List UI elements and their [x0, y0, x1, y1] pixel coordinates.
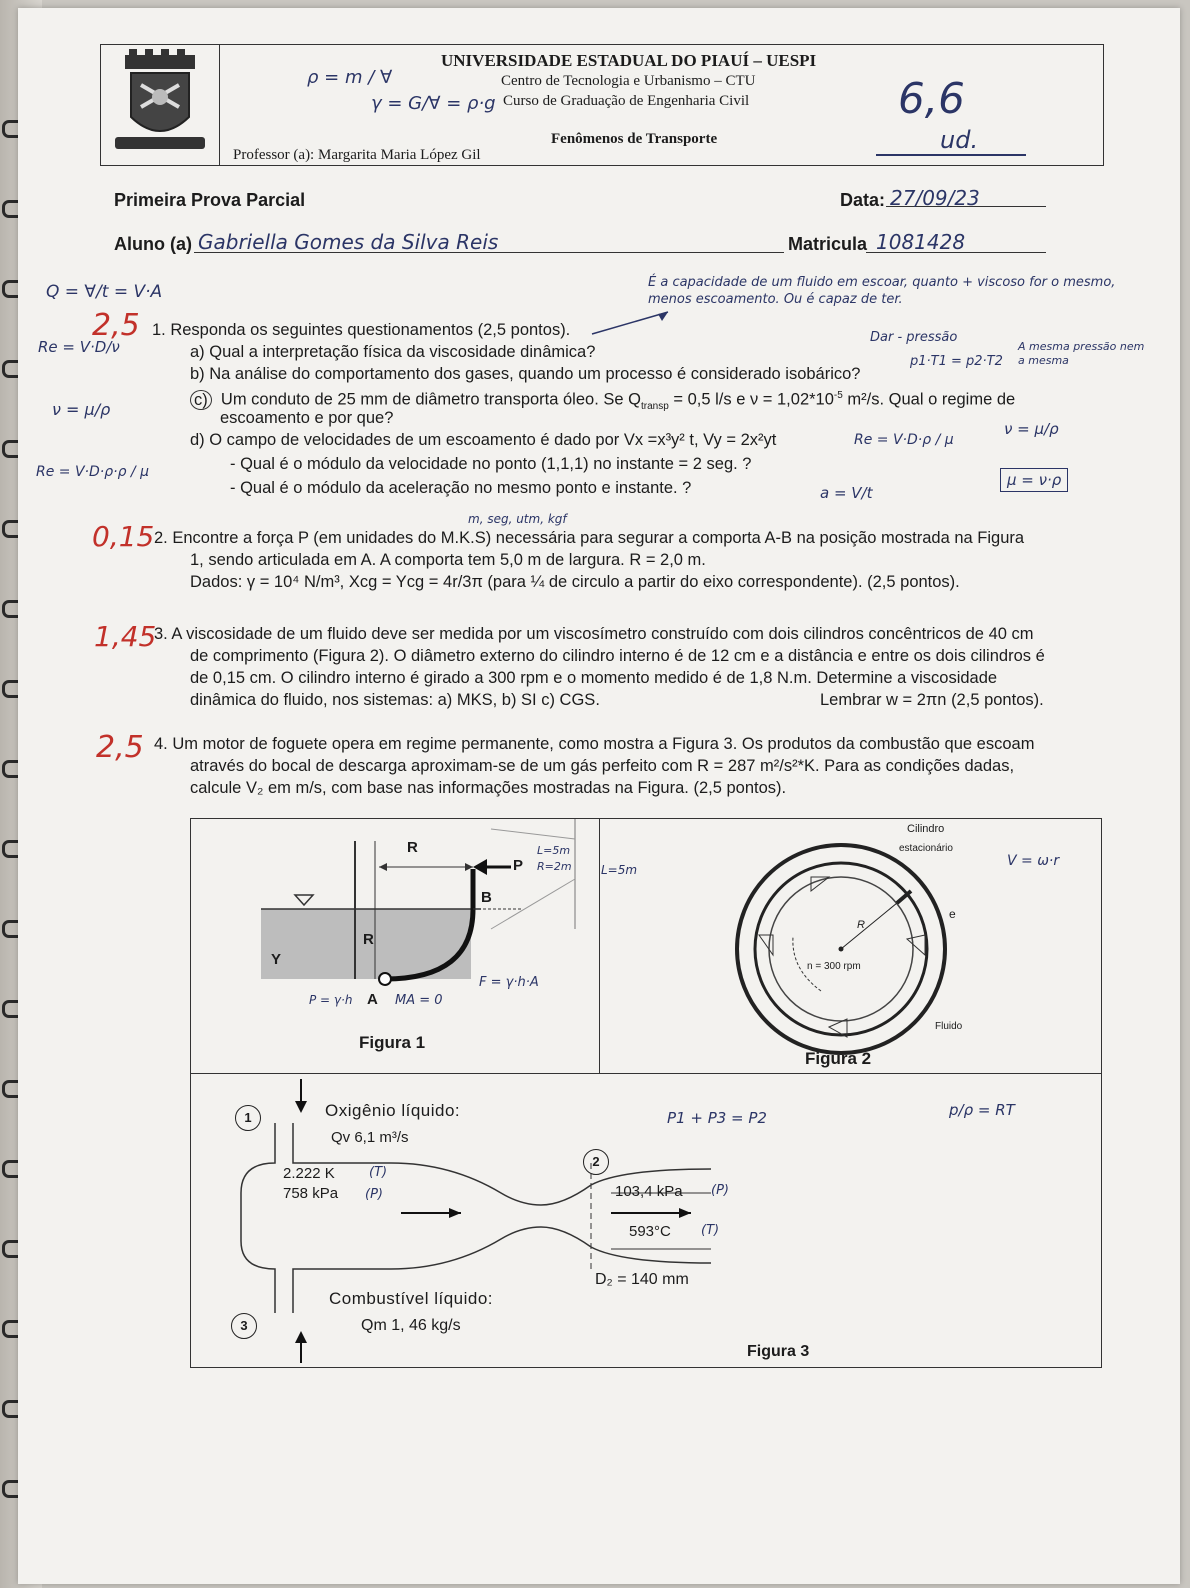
fig3-point-1: 1 — [235, 1105, 261, 1131]
professor-name: Professor (a): Margarita Maria López Gil — [233, 147, 481, 163]
fig3-temperature-1: 2.222 K — [283, 1165, 335, 1182]
q3-reminder: Lembrar w = 2πn (2,5 pontos). — [820, 691, 1044, 709]
note-nu: ν = μ/ρ — [1004, 420, 1059, 438]
answer-q1b-2: p1·T1 = p2·T2 — [910, 354, 1003, 369]
course-name: Curso de Graduação de Engenharia Civil — [503, 93, 750, 109]
fig3-point-2: 2 — [583, 1149, 609, 1175]
fig2-label-rpm: n = 300 rpm — [807, 961, 861, 972]
q3-line-4: dinâmica do fluido, nos sistemas: a) MKS, b) SI c) CGS. — [190, 691, 600, 709]
q2-line-2: 1, sendo articulada em A. A comporta tem 5,0 m de largura. R = 2,0 m. — [190, 551, 706, 569]
fig3-ann-t2: (T) — [701, 1223, 720, 1238]
fig1-label-y: Y — [271, 951, 282, 968]
university-seal-icon — [101, 45, 219, 165]
q1b: b) Na análise do comportamento dos gases, quando um processo é considerado isobárico? — [190, 365, 861, 383]
fig3-oxygen-flow: Qv 6,1 m³/s — [331, 1129, 409, 1146]
fig3-diameter: D₂ = 140 mm — [595, 1271, 689, 1288]
note-acceleration: a = V/t — [820, 484, 873, 502]
q1c-exp: -5 — [833, 390, 843, 401]
q1d-acceleration: - Qual é o módulo da aceleração no mesmo ponto e instante. ? — [230, 479, 692, 497]
q1d-velocity: - Qual é o módulo da velocidade no ponto (1,1,1) no instante = 2 seg. ? — [230, 455, 752, 473]
q1c-sub: transp — [640, 400, 669, 412]
q1-title: 1. Responda os seguintes questionamentos (2,5 pontos). — [152, 321, 571, 339]
q1c-marker: c) — [190, 390, 212, 410]
fig1-note-length: L=5m — [601, 863, 638, 877]
fig3-ann-p2: (P) — [711, 1183, 729, 1198]
fig1-note-moment: MA = 0 — [395, 993, 443, 1008]
fig1-note-pressure: P = γ·h — [309, 993, 353, 1007]
q3-line-1: 3. A viscosidade de um fluido deve ser medida por um viscosímetro construído com dois cilindros concêntricos de 40 cm — [154, 625, 1034, 643]
fig1-label-p: P — [513, 857, 524, 874]
margin-note-reynolds-2: Re = V·D·ρ·ρ / μ — [36, 464, 149, 480]
note-specific-weight: γ = G/∀ = ρ·g — [371, 93, 496, 114]
note-mu: μ = ν·ρ — [1000, 468, 1068, 492]
fig2-label-fluid: Fluido — [935, 1021, 963, 1032]
matricula-value: 1081428 — [876, 230, 966, 254]
fig3-ann-p1: (P) — [365, 1187, 383, 1202]
university-name: UNIVERSIDADE ESTADUAL DO PIAUÍ – UESPI — [441, 51, 817, 70]
fig2-note-velocity: V = ω·r — [1007, 853, 1060, 869]
fig2-label-e: e — [949, 907, 956, 921]
q1c-text-2: = 0,5 l/s e ν = 1,02*10 — [668, 390, 834, 409]
exam-title: Primeira Prova Parcial — [114, 190, 306, 210]
grade-value: 6,6 — [898, 74, 965, 123]
fig1-note-force: F = γ·h·A — [479, 975, 539, 990]
q1c-text-1: Um conduto de 25 mm de diâmetro transporta óleo. Se Q — [220, 390, 641, 409]
fig3-temperature-2: 593°C — [629, 1223, 671, 1240]
answer-q1a: É a capacidade de um fluido em escoar, quanto + viscoso for o mesmo, menos escoamento. Ou é capaz de ter. — [648, 275, 1116, 307]
fig3-pressure-2: 103,4 kPa — [615, 1183, 683, 1200]
exam-sheet — [18, 8, 1180, 1584]
fig3-fuel-flow: Qm 1, 46 kg/s — [361, 1317, 461, 1334]
note-density: ρ = m / ∀ — [307, 67, 393, 88]
q1a: a) Qual a interpretação física da viscosidade dinâmica? — [190, 343, 596, 361]
date-value: 27/09/23 — [890, 186, 980, 210]
center-name: Centro de Tecnologia e Urbanismo – CTU — [501, 73, 756, 89]
q1c-text-3: m²/s. Qual o regime de — [842, 390, 1016, 409]
fig3-note-gas-law: p/ρ = RT — [949, 1101, 1015, 1119]
fig1-label-r-mid: R — [363, 931, 374, 948]
q2-line-1: 2. Encontre a força P (em unidades do M.K.S) necessária para segurar a comporta A-B na posição mostrada na Figura — [154, 529, 1025, 547]
date-label: Data: — [840, 190, 886, 210]
fig3-point-3: 3 — [231, 1313, 257, 1339]
q2-line-3: Dados: γ = 10⁴ N/m³, Xcg = Ycg = 4r/3π (para ¼ de circulo a partir do eixo correspondente). (2,5 pontos). — [190, 573, 960, 591]
grade-unit: ud. — [940, 126, 979, 154]
fig2-label-stationary: estacionário — [899, 843, 953, 854]
fig3-ann-t1: (T) — [369, 1165, 388, 1180]
logo-cell — [101, 45, 220, 165]
q4-line-3: calcule V₂ em m/s, com base nas informações mostradas na Figura. (2,5 pontos). — [190, 779, 787, 797]
score-q3: 1,45 — [94, 620, 157, 653]
figure3-caption: Figura 3 — [747, 1343, 810, 1360]
student-label: Aluno (a) — [114, 234, 192, 254]
subject-name: Fenômenos de Transporte — [551, 131, 718, 147]
fig2-label-r: R — [857, 919, 865, 931]
answer-q1b-3: A mesma pressão nem a mesma — [1018, 340, 1145, 367]
fig1-note-dims: L=5m R=2m — [537, 844, 572, 873]
margin-note-flow: Q = ∀/t = V·A — [46, 282, 163, 302]
fig1-label-r-top: R — [407, 839, 418, 856]
note-units: m, seg, utm, kgf — [468, 512, 567, 526]
figures-box — [190, 818, 1102, 1368]
fig3-fuel-label: Combustível líquido: — [329, 1289, 494, 1308]
margin-note-nu: ν = μ/ρ — [52, 400, 111, 419]
q3-line-3: de 0,15 cm. O cilindro interno é girado a 300 rpm e o momento medido é de 1,8 N.m. Determine a viscosidade — [190, 669, 998, 687]
note-reynolds: Re = V·D·ρ / μ — [854, 432, 954, 448]
fig3-pressure-1: 758 kPa — [283, 1185, 339, 1202]
margin-note-reynolds: Re = V·D/ν — [38, 338, 120, 356]
fig1-label-b: B — [481, 889, 492, 906]
score-q2: 0,15 — [92, 520, 155, 553]
score-q4: 2,5 — [96, 730, 144, 765]
figure-divider-vertical — [599, 819, 600, 1073]
q4-line-1: 4. Um motor de foguete opera em regime permanente, como mostra a Figura 3. Os produtos da combustão que escoam — [154, 735, 1035, 753]
fig3-note-pressure-sum: P1 + P3 = P2 — [667, 1109, 767, 1127]
q4-line-2: através do bocal de descarga aproximam-se de um gás perfeito com R = 287 m²/s²*K. Para as condições dadas, — [190, 757, 1015, 775]
fig3-oxygen-label: Oxigênio líquido: — [325, 1101, 461, 1120]
q1d: d) O campo de velocidades de um escoamento é dado por Vx =x³y² t, Vy = 2x²yt — [190, 431, 777, 449]
q1c-line-2: escoamento e por que? — [220, 409, 394, 427]
q3-line-2: de comprimento (Figura 2). O diâmetro externo do cilindro interno é de 12 cm e a distância e entre os dois cilindros é — [190, 647, 1045, 665]
figure2-viscometer-diagram — [711, 839, 971, 1059]
figure2-caption: Figura 2 — [805, 1049, 872, 1068]
fig2-label-cylinder: Cilindro — [907, 823, 945, 835]
answer-arrow-icon — [588, 308, 678, 338]
score-q1: 2,5 — [92, 308, 140, 343]
figure1-caption: Figura 1 — [359, 1033, 426, 1052]
answer-q1b: Dar - pressão — [870, 330, 958, 345]
fig1-label-a: A — [367, 991, 378, 1008]
grade-underline — [876, 154, 1026, 156]
student-name: Gabriella Gomes da Silva Reis — [198, 230, 499, 254]
matricula-label: Matricula — [788, 234, 868, 254]
